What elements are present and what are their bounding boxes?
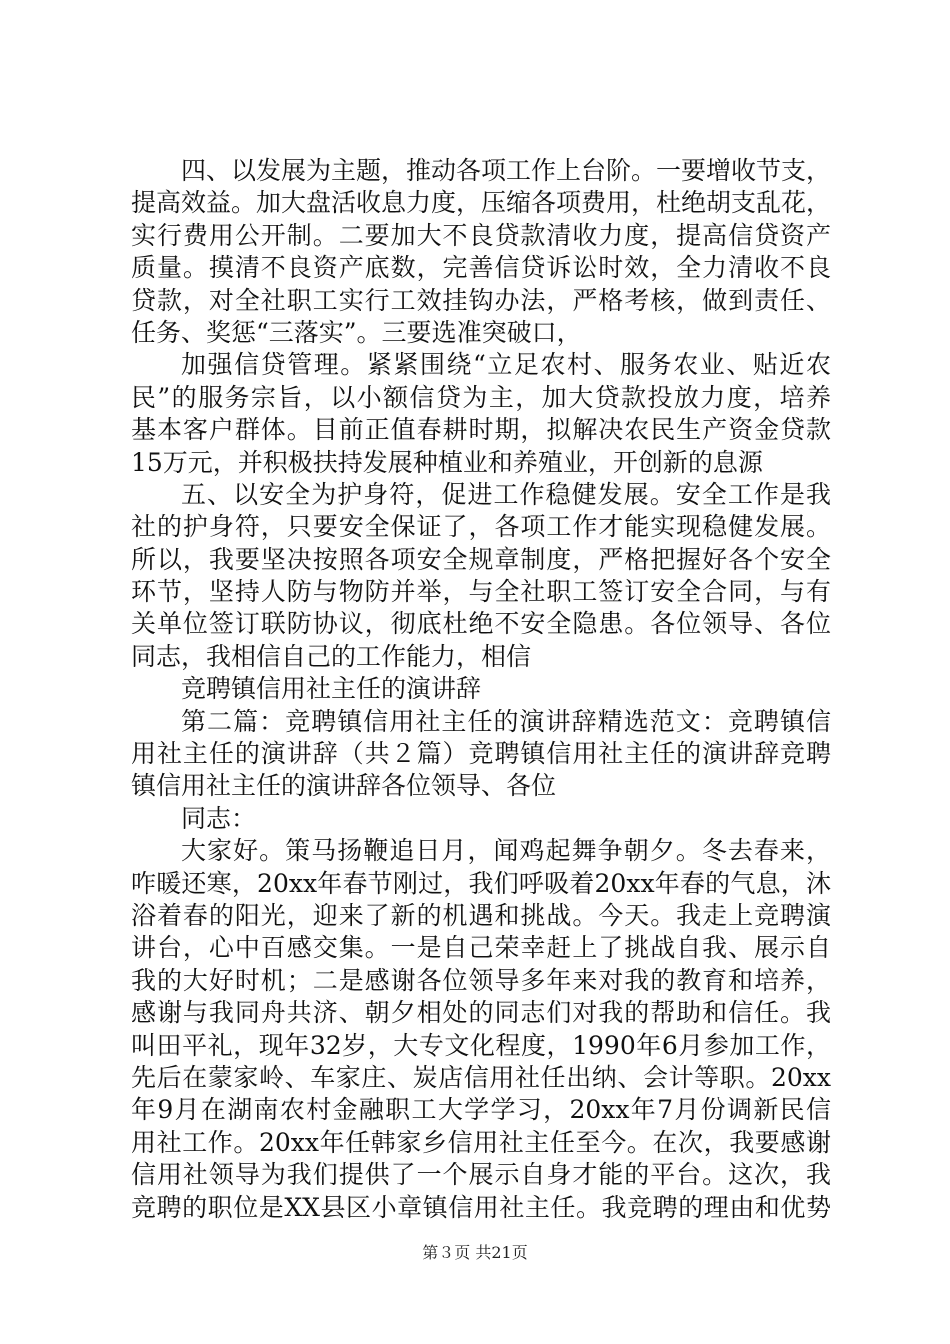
paragraph-line: 四、以发展为主题，推动各项工作上台阶。一要增收节支，: [181, 156, 832, 185]
paragraph-line: 年9月在湖南农村金融职工大学学习，20xx年7月份调新民信: [131, 1095, 831, 1125]
paragraph-line: 五、以安全为护身符，促进工作稳健发展。安全工作是我: [181, 479, 831, 509]
paragraph-line: 大家好。策马扬鞭追日月，闻鸡起舞争朝夕。冬去春来，: [181, 836, 831, 866]
salutation-line: 同志：: [181, 803, 257, 833]
paragraph-line: 镇信用社主任的演讲辞各位领导、各位: [131, 771, 557, 801]
paragraph-line: 加强信贷管理。紧紧围绕“立足农村、服务农业、贴近农: [181, 350, 831, 380]
paragraph-line: 竞聘的职位是XX县区小章镇信用社主任。我竞聘的理由和优势: [131, 1192, 831, 1222]
paragraph-line: 浴着春的阳光，迎来了新的机遇和挑战。今天。我走上竞聘演: [131, 900, 831, 930]
paragraph-line: 信用社领导为我们提供了一个展示自身才能的平台。这次，我: [131, 1160, 831, 1190]
paragraph-line: 咋暖还寒，20xx年春节刚过，我们呼吸着20xx年春的气息，沐: [131, 868, 831, 898]
page-number-footer: 第３页 共21页: [422, 1243, 528, 1262]
paragraph-line: 社的护身符，只要安全保证了，各项工作才能实现稳健发展。: [131, 512, 831, 542]
paragraph-line: 用社主任的演讲辞（共２篇）竞聘镇信用社主任的演讲辞竞聘: [131, 739, 831, 769]
paragraph-line: 贷款，对全社职工实行工效挂钩办法，严格考核，做到责任、: [131, 285, 831, 315]
paragraph-line: 第二篇：竞聘镇信用社主任的演讲辞精选范文：竞聘镇信: [181, 706, 831, 736]
paragraph-line: 任务、奖惩“三落实”。三要选准突破口，: [131, 317, 582, 347]
paragraph-line: 同志，我相信自己的工作能力，相信: [131, 641, 532, 671]
paragraph-line: 我的大好时机；二是感谢各位领导多年来对我的教育和培养，: [131, 965, 831, 995]
paragraph-line: 实行费用公开制。二要加大不良贷款清收力度，提高信贷资产: [131, 220, 831, 250]
paragraph-line: 先后在蒙家岭、车家庄、炭店信用社任出纳、会计等职。20xx: [131, 1062, 831, 1092]
paragraph-line: 提高效益。加大盘活收息力度，压缩各项费用，杜绝胡支乱花，: [131, 188, 832, 218]
paragraph-line: 质量。摸清不良资产底数，完善信贷诉讼时效，全力清收不良: [131, 253, 831, 283]
paragraph-line: 环节，坚持人防与物防并举，与全社职工签订安全合同，与有: [131, 577, 831, 607]
paragraph-line: 基本客户群体。目前正值春耕时期，拟解决农民生产资金贷款: [131, 415, 831, 445]
section-heading: 竞聘镇信用社主任的演讲辞: [181, 674, 482, 704]
paragraph-line: 讲台，心中百感交集。一是自己荣幸赶上了挑战自我、展示自: [131, 933, 831, 963]
paragraph-line: 用社工作。20xx年任韩家乡信用社主任至今。在次，我要感谢: [131, 1127, 831, 1157]
paragraph-line: 关单位签订联防协议，彻底杜绝不安全隐患。各位领导、各位: [131, 609, 831, 639]
paragraph-line: 感谢与我同舟共济、朝夕相处的同志们对我的帮助和信任。我: [131, 998, 831, 1028]
document-body: [131, 155, 831, 1224]
paragraph-line: 叫田平礼，现年32岁，大专文化程度，1990年6月参加工作，: [131, 1030, 831, 1060]
paragraph-line: 民”的服务宗旨，以小额信贷为主，加大贷款投放力度，培养: [131, 382, 831, 412]
paragraph-line: 所以，我要坚决按照各项安全规章制度，严格把握好各个安全: [131, 544, 831, 574]
paragraph-line: 15万元，并积极扶持发展种植业和养殖业，开创新的息源: [131, 447, 763, 477]
